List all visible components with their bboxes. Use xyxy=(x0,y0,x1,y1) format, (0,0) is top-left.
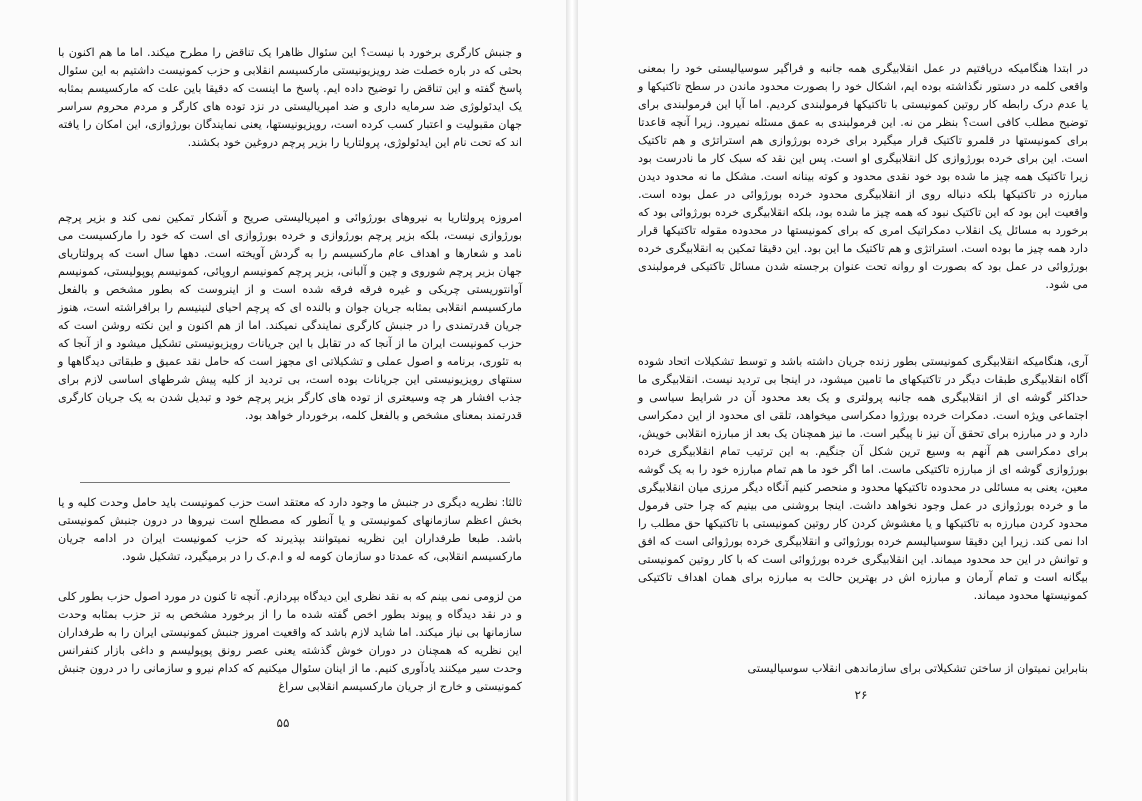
left-paragraph-1: و جنبش کارگری برخورد با نیست؟ این سئوال ظاهرا یک تناقض را مطرح میکند. اما ما هم اکنون با بحثی که در باره خصلت ضد رویزیونیستی مارکسیسم انقلابی و حزب کمونیست داشتیم به این سئوال پاسخ گفته و این تناقض را توضیح داده ایم. پاسخ ما اینست که دقیقا باین علت که مارکسیسم بمثابه یک ایدئولوژی ضد سرمایه داری و ضد امپریالیستی در نزد توده های کارگر و مردم محروم سراسر جهان مقبولیت و اعتبار کسب کرده است، رویزیونیستها، یعنی نمایندگان بورژوازی، این امکان را یافته اند که تحت نام این ایدئولوژی، پرولتاریا را بزیر پرچم دروغین خود بکشند. xyxy=(58,46,522,149)
left-page xyxy=(0,0,566,801)
section-divider xyxy=(80,482,510,483)
right-paragraph-2: آری، هنگامیکه انقلابیگری کمونیستی بطور زنده جریان داشته باشد و توسط تشکیلات اتحاد شوده آگاه انقلابیگری طبقات دیگر در تاکتیکهای ما تامین میشود، در اینجا بی تردید نیست. انقلابیگری ما حداکثر گوشه ای از انقلابیگری همه جانبه پرولتری و یک بعد محدود آن در شرایط سیاسی و اجتماعی ویژه است. دمکرات خرده بورژوا دمکراسی میخواهد، تلقی ای محدود از این دمکراسی دارد و در مبارزه برای تحقق آن نیز نا پیگیر است. ما نیز همچنان یک بعد از مبارزه انقلابی خویش، برای دمکراسی هم آنهم به وسیع ترین شکل آن جنگیم. به این ترتیب تمام انقلابیگری خرده بورژوازی گوشه ای از مبارزه تاکتیکی ماست. اما اگر خود ما هم تمام مبارزه خود را به یک گوشه معین، یعنی به مسائلی در محدوده تاکتیکها محدود و منحصر کنیم آنگاه دیگر مرزی میان انقلابیگری ما و خرده بورژوازی در عمل وجود نخواهد داشت. اینجا بروشنی می بینیم که چرا حتی فرمول محدود کردن مبارزه به تاکتیکها و یا مغشوش کردن کار روتین کمونیستی با تاکتیکها حق مطلب را ادا نمی کند. زیرا این دقیقا سوسیالیسم خرده بورژوائی و انقلابیگری خرده بورژوائی است که افق و توانش در این حد محدود میماند. این انقلابیگری خرده بورژوائی است که با کار روتین کمونیستی بیگانه است و تمام آرمان و مبارزه اش در بهترین حالت به مبارزه برای همان اهداف تاکتیکی کمونیستها محدود میماند. xyxy=(638,355,1088,602)
right-page xyxy=(578,0,1142,801)
left-paragraph-2: امروزه پرولتاریا به نیروهای بورژوائی و امپریالیستی صریح و آشکار تمکین نمی کند و بزیر پرچم بورژوازی نیست، بلکه بزیر پرچم بورژوازی و خرده بورژوازی ای است که خود را مارکسیست می نامد و شعارها و اهداف عام مارکسیسم را به گردش آویخته است. دهها سال است که پرولتاریای جهان بزیر پرچم شوروی و چین و آلبانی، بزیر پرچم کمونیسم اروپائی، کمونیسم پوپولیستی، کمونیسم آوانتوریستی چریکی و غیره فرقه فرقه شده است و از اینروست که بطور مشخص و بالفعل مارکسیسم انقلابی بمثابه جریان جوان و بالنده ای که پرچم احیای لنینیسم را برافراشته است، هنوز جریان قدرتمندی را در جنبش کارگری نمایندگی نمیکند. اما از هم اکنون و این نکته روشن است که حزب کمونیست ایران ما از آنجا که در تقابل با این جریانات رویزیونیستی تشکیل میشود و از آنجا که به تئوری، برنامه و اصول عملی و تشکیلاتی ای مجهز است که حامل نقد عمیق و طبقاتی دیدگاهها و سنتهای رویزیونیستی این جریانات بوده است، بی تردید از کلیه پیش شرطهای اساسی لازم برای جذب افشار هر چه وسیعتری از توده های کارگر بزیر پرچم خود و تبدیل شدن به یک جریان کارگری قدرتمند بمعنای مشخص و بالفعل کلمه، برخوردار خواهد بود. xyxy=(58,211,522,422)
left-paragraph-4: من لزومی نمی بینم که به نقد نظری این دیدگاه بپردازم. آنچه تا کنون در مورد اصول حزب بطور کلی و در نقد دیدگاه و پیوند بطور اخص گفته شده ما را از برخورد مشخص به تز حزب بمثابه وحدت سازمانها بی نیاز میکند. اما شاید لازم باشد که واقعیت امروز جنبش کمونیستی ایران را به طرفداران این نظریه که همچنان در دوران خوش گذشته یعنی عصر رونق پوپولیسم و داغی بازار کنفرانس وحدت سیر میکنند یادآوری کنیم. ما از اینان سئوال میکنیم که کدام نیرو و سازمانی را در درون جنبش کمونیستی و خارج از جریان مارکسیسم انقلابی سراغ xyxy=(57,590,522,693)
right-paragraph-1: در ابتدا هنگامیکه دریافتیم در عمل انقلابیگری همه جانبه و فراگیر سوسیالیستی خود را بمعنی واقعی کلمه در دستور نگذاشته بوده ایم، اشکال خود را بصورت محدود ماندن در سطح تاکتیکها و یا عدم درک رابطه کار روتین کمونیستی با تاکتیکها فرمولبندی کردیم. اما آیا این فرمولبندی برای توضیح مطلب کافی است؟ بنظر من نه. این فرمولبندی به عمق مسئله نمیرود. زیرا آنچه قاعدتا برای کمونیستها در قلمرو تاکتیک قرار میگیرد برای خرده بورژوازی هم استراتژی و هم تاکتیک است. این برای خرده بورژوازی کل انقلابیگری او است. پس این نقد که سبک کار ما نادرست بود زیرا تاکتیک همه چیز ما شده بود خود نقدی محدود و کوته بینانه است. مشکل ما نه محدود دیدن مبارزه در تاکتیکها بلکه دنباله روی از انقلابیگری محدود خرده بورژوائی در عمل بوده است. واقعیت این بود که این تاکتیک نبود که همه چیز ما شده بود، بلکه انقلابیگری خرده بورژوائی بود که برخورد به مسائل یک انقلاب دمکراتیک امری که برای کمونیستها در محدوده مقوله تاکتیکها قرار دارد همه چیز ما بوده است. استراتژی و هم تاکتیک ما این بود. این دقیقا تمکین به انقلابیگری خرده بورژوائی در عمل بود که بصورت او روانه تحت عنوان برجسته شدن مسائل تاکتیکی فرمولبندی می شود. xyxy=(638,62,1088,291)
left-page-number: ۵۵ xyxy=(276,716,290,730)
right-paragraph-3: بنابراین نمیتوان از ساختن تشکیلاتی برای سازماندهی انقلاب سوسیالیستی xyxy=(747,662,1088,675)
right-page-number: ۲۶ xyxy=(854,688,868,702)
book-gutter xyxy=(566,0,578,801)
left-paragraph-3: ثالثا: نظریه دیگری در جنبش ما وجود دارد که معتقد است حزب کمونیست باید حامل وحدت کلیه و یا بخش اعظم سازمانهای کمونیستی و یا آنطور که مصطلح است نیروها در درون جنبش کمونیستی باشد. طبعا طرفداران این نظریه نمیتوانند بپذیرند که حزب کمونیست ایران در ادامه جریان مارکسیسم انقلابی، که عمدتا دو سازمان کومه له و ا.م.ک را در برمیگیرد، تشکیل شود. xyxy=(58,496,522,563)
